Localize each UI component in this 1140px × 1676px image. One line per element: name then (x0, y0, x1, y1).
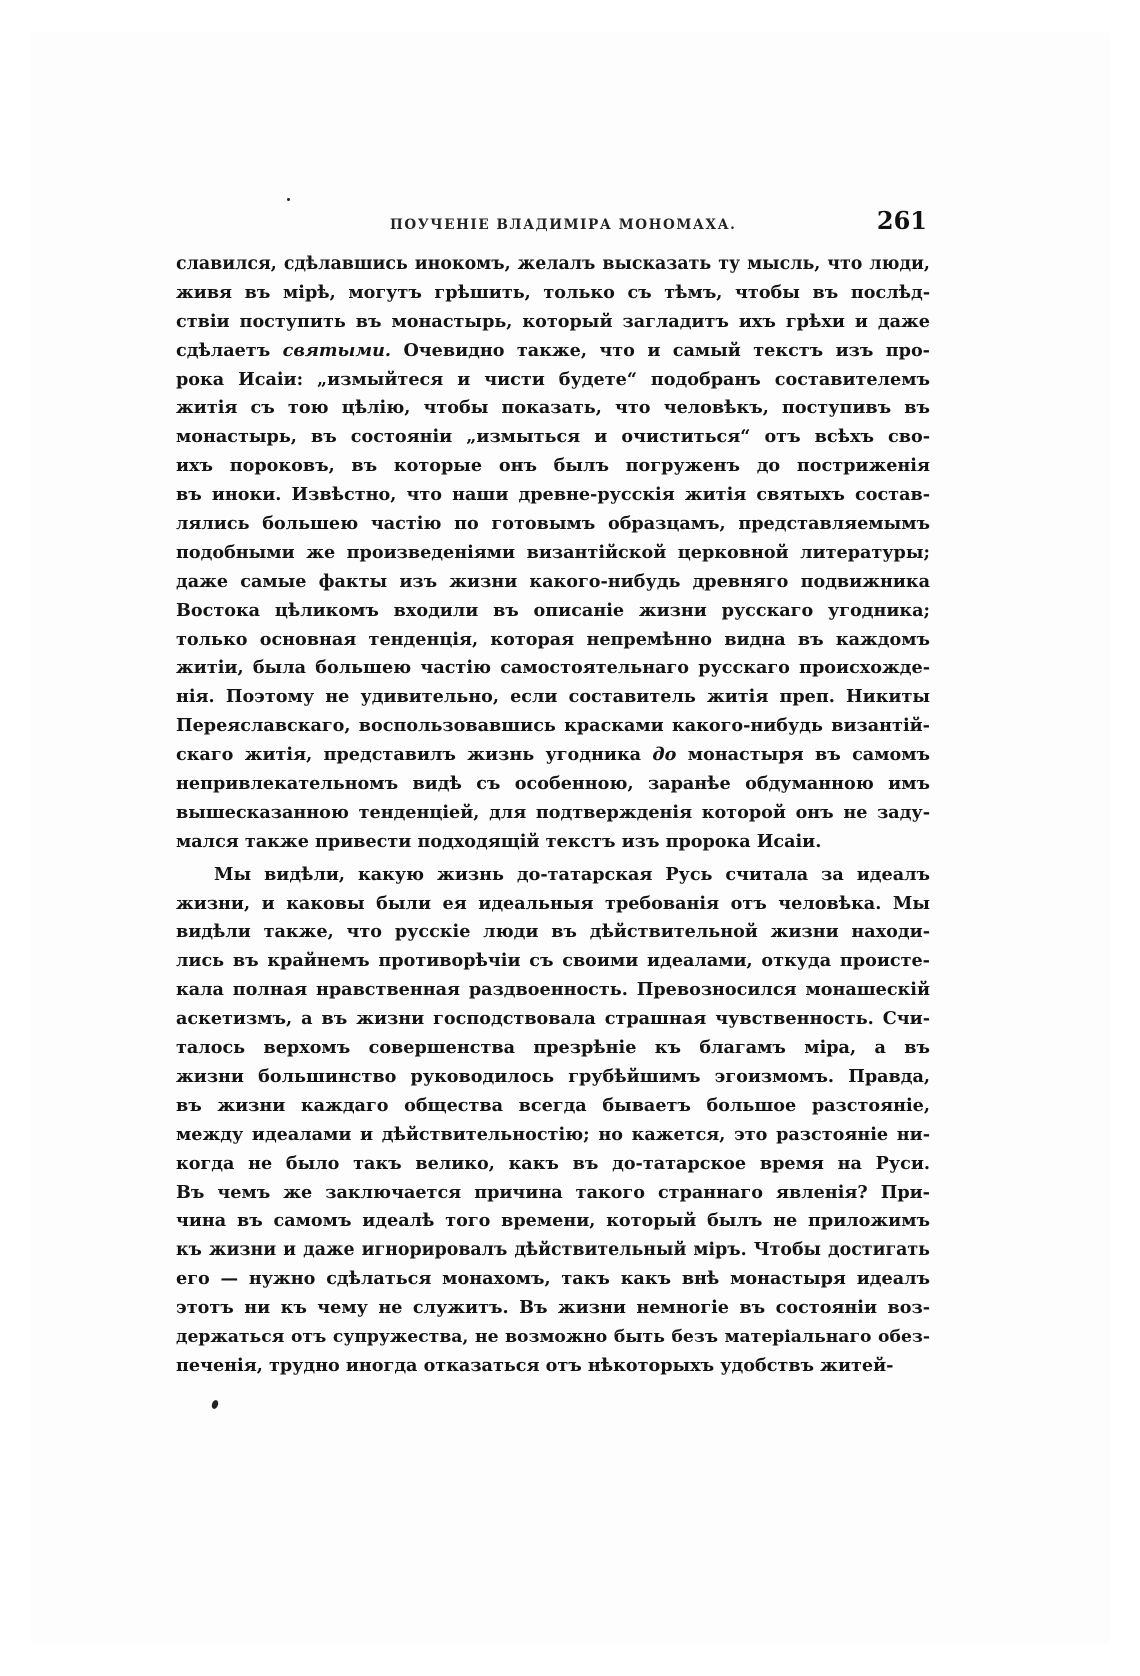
text-line: живя въ мірѣ, могутъ грѣшить, только съ тѣмъ, чтобы въ послѣд- (176, 281, 930, 303)
text-line: жизни, и каковы были ея идеальныя требованія отъ человѣка. Мы (176, 892, 930, 914)
text-line: лись въ крайнемъ противорѣчіи съ своими идеалами, откуда происте- (176, 950, 930, 972)
text-line: держаться отъ супружества, не возможно быть безъ матеріальнаго обез- (176, 1326, 930, 1347)
text-line: въ иноки. Извѣстно, что наши древне-русскія житія святыхъ состав- (176, 484, 930, 506)
text-line: ствіи поступить въ монастырь, который загладитъ ихъ грѣхи и даже (176, 310, 930, 332)
text-line: печенія, трудно иногда отказаться отъ нѣкоторыхъ удобствъ житей- (176, 1354, 894, 1376)
text-line: этотъ ни къ чему не служитъ. Въ жизни немногіе въ состояніи воз- (176, 1297, 930, 1319)
text-line: Въ чемъ же заключается причина такого страннаго явленія? При- (176, 1181, 930, 1203)
text-line: даже самые факты изъ жизни какого-нибудь древняго подвижника (176, 570, 930, 592)
page-number: 261 (876, 206, 927, 235)
text-line: въ жизни каждаго общества всегда бываетъ большое разстояніе, (176, 1094, 930, 1116)
text-line: житія съ тою цѣлію, чтобы показать, что человѣкъ, поступивъ въ (176, 397, 930, 419)
text-line: его — нужно сдѣлаться монахомъ, такъ какъ внѣ монастыря идеалъ (176, 1268, 930, 1290)
text-line: скаго житія, представилъ жизнь угодника до монастыря въ самомъ (176, 744, 930, 766)
text-line: между идеалами и дѣйствительностію; но кажется, это разстояніе ни- (176, 1123, 930, 1145)
text-line: рока Исаіи: „измыйтеся и чисти будете“ подобранъ составителемъ (176, 368, 930, 390)
running-head: ПОУЧЕНІЕ ВЛАДИМІРА МОНОМАХА. (390, 217, 737, 233)
text-line: къ жизни и даже игнорировалъ дѣйствительный міръ. Чтобы достигать (176, 1240, 930, 1261)
text-line: подобными же произведеніями византійской церковной литературы; (176, 541, 930, 563)
text-line: славился, сдѣлавшись инокомъ, желалъ высказать ту мысль, что люди, (176, 254, 930, 274)
text-line: Переяславскаго, воспользовавшись красками какого-нибудь византій- (176, 715, 930, 737)
text-line: когда не было такъ велико, какъ въ до-татарское время на Руси. (176, 1152, 930, 1174)
text-line: ихъ пороковъ, въ которые онъ былъ погруженъ до постриженія (176, 455, 930, 477)
paragraph-1 (176, 250, 930, 857)
text-line: Мы видѣли, какую жизнь до-татарская Русь считала за идеалъ (214, 863, 930, 885)
ink-speck (287, 198, 290, 201)
text-line: жизни большинство руководилось грубѣйшимъ эгоизмомъ. Правда, (176, 1065, 930, 1087)
text-line: только основная тенденція, которая непремѣнно видна въ каждомъ (176, 628, 930, 650)
paragraph-2 (176, 861, 930, 1381)
text-line: талось верхомъ совершенства презрѣніе къ благамъ міра, а въ (176, 1037, 930, 1059)
text-line: нія. Поэтому не удивительно, если составитель житія преп. Никиты (176, 686, 930, 708)
text-line: кала полная нравственная раздвоенность. Превозносился монашескій (176, 979, 930, 1001)
text-line: мался также привести подходящій текстъ изъ пророка Исаіи. (176, 830, 822, 852)
text-line: аскетизмъ, а въ жизни господствовала страшная чувственность. Счи- (176, 1008, 930, 1030)
text-line: вышесказанною тенденціей, для подтвержденія которой онъ не заду- (176, 801, 930, 823)
page-header (175, 206, 935, 246)
text-line: житіи, была большею частію самостоятельнаго русскаго происхожде- (176, 657, 930, 679)
text-line: лялись большею частію по готовымъ образцамъ, представляемымъ (176, 513, 930, 535)
text-line: Востока цѣликомъ входили въ описаніе жизни русскаго угодника; (176, 599, 930, 621)
text-line: видѣли также, что русскіе люди въ дѣйствительной жизни находи- (176, 921, 930, 943)
text-line: непривлекательномъ видѣ съ особенною, заранѣе обдуманною имъ (176, 773, 930, 795)
text-line: монастырь, въ состояніи „измыться и очиститься“ отъ всѣхъ сво- (176, 426, 930, 448)
body-text (176, 250, 930, 1381)
text-line: чина въ самомъ идеалѣ того времени, который былъ не приложимъ (176, 1210, 930, 1232)
text-line: сдѣлаетъ святыми. Очевидно также, что и самый текстъ изъ про- (176, 339, 930, 361)
